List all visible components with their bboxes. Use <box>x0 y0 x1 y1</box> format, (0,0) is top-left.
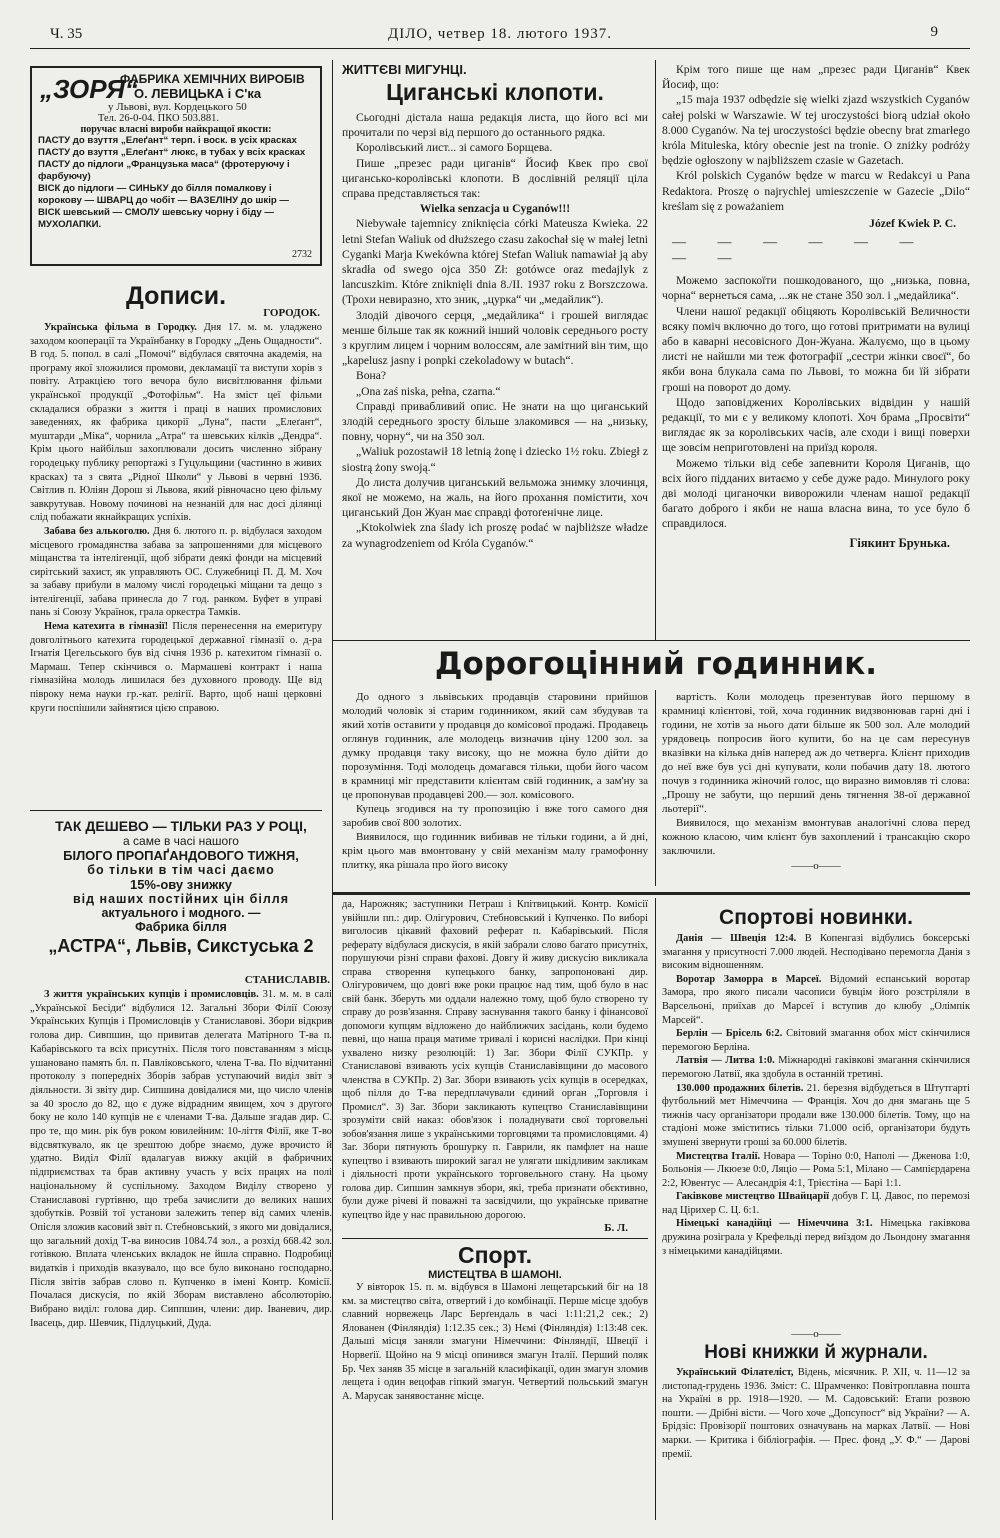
column-divider-mid-top <box>655 60 656 640</box>
rule-left-1 <box>30 810 322 811</box>
dopysy-p1-lead: Українська фільма в Городку. <box>44 322 197 333</box>
dopysy-p1: Дня 17. м. м. уладжено заходом кооперації та Українбанку в Городку „День Ощадности“. В год. 5. попол. в салі „Помочі“ відбулася святочна академія, на програму якої зложилися промови, декламації та виступи хорів з повіту. Атракцією того вечора було висвітлювання фільми української продукції „Фотофільм“. На зміст цеї фільми складалися образки з життя і праці в наших промислових заведеннях, як фабрика цикорії „Луна“, пасти „Елеґант“, муштарди „Міка“, чорнила „Атра“ та шевських кілків „Дендра“. Крім цього найбільш захоплювали досить численно зібрану городецьку публику репортажі з Гуцульщини (частинно в живих красках) та з свята „Рідної Школи“ у Львові в червні 1936. Світлив п. Юліян Дорош зі Львова, який рівночасно цею фільму завкрутував. Новому починові на незнаній для нас досі ділянці слід побажати якнайкращих успіхів. <box>30 322 322 524</box>
sport-news-text: Новара — Торіно 0:0, Наполі — Дженова 1:0, Больонія — Лкюезе 0:0, Ляціо — Рома 5:1, Мілано — Сампієрдарена 2:2, Ювентус — Алесандрія 4:1, Трієстіна — Барі 1:1. <box>662 1150 970 1189</box>
books-text: Відень, місячник. Р. XII, ч. 11—12 за листопад-грудень 1936. Зміст: С. Шрамченко: Повітроплавна пошта на Україні в рр. 1918—1920. — М. Садовський: Етапи розвою пошти. — Дрібні вісти. — Чого хоче „Допсупост“ від України? — А. Брідзіс: Провізорії поштових означувань на марках Латвії. — Нові марки. — Критика і бібліографія. — Прес. фонд „У. Ф.“ — Дарові премії. <box>662 1367 970 1460</box>
ad-zorya-brand: „ЗОРЯ“ <box>40 74 138 104</box>
sport-news-lead: Воротар Заморра в Марсеї. <box>676 973 822 985</box>
sport-news-text: 21. березня відбудеться в Штутгарті футбольний мет Німеччина — Франція. Хоч до дня змагань ще 5 тижнів часу організатори продали вже 130.000 білетів. Тому, що на стадіоні може зміститись тільки 71.000 осіб, організатори будуть змушені звернути гроші за 60.000 білетів. <box>662 1082 970 1148</box>
stanyslaviv-section <box>30 974 332 1519</box>
gypsy-p18: Члени нашої редакції обіцяють Королівській Величности всяку поміч включно до того, що готові притримати на вулиці або в каварні несовісного Дон-Жуана. Жалуємо, що в цьому листі не найшли ми теж фотографії „сестри жінки своєї“, бо якби вона блукала сама по Львові, то можна би їй зібрати гроші на поворот до дому. <box>662 304 970 394</box>
gypsy-p17: Можемо заспокоїти пошкодованого, що „низька, повна, чорна“ вернеться сама, ...як не стане 350 зол. і „медайлика“. <box>662 274 970 303</box>
gypsy-p8: „Ona zaś niska, pełna, czarna.“ <box>356 384 501 398</box>
sport-subtitle: МИСТЕЦТВА В ШАМОНІ. <box>428 1269 562 1281</box>
dopysy-title: Дописи. <box>125 282 227 310</box>
gypsy-p10: „Waliuk pozostawił 18 letnią żonę i dziecko 1½ roku. Zbiegł z siostrą żony swoją.“ <box>342 445 648 474</box>
dopysy-p2-lead: Забава без алькоголю. <box>44 525 150 537</box>
watch-col1 <box>342 690 648 886</box>
gypsy-p7: Вона? <box>356 369 387 383</box>
rule-gypsy-bottom <box>332 640 970 641</box>
astra-l3: БІЛОГО ПРОПАҐАНДОВОГО ТИЖНЯ, <box>63 848 299 863</box>
gypsy-p19: Щодо заповіджених Королівських відвідин у нашій редакції, то ми є у великому клопоті. Хоч брама „Просвіти“ виглядає як за королівських часів, але сходи і вищі поверхи ще зовсім неприготовлені на приїзд короля. <box>662 395 970 455</box>
gypsy-dash-separator: — — — — — — — — <box>672 235 928 267</box>
sport-news-text: Світовий змагання обох міст скінчилися перемогою Берліна. <box>662 1028 970 1053</box>
masthead-line: ДІЛО, четвер 18. лютого 1937. <box>387 26 613 42</box>
astra-l1: ТАК ДЕШЕВО — ТІЛЬКИ РАЗ У РОЦІ, <box>55 818 307 834</box>
ad-zorya-address: у Львові, вул. Кордецького 50 <box>108 101 247 113</box>
gypsy-p12: „Ktokolwiek zna ślady ich proszę podać w najbliższe władze za wynagrodzeniem od Króla Cyganów.“ <box>342 521 648 550</box>
sport-news-lead: Латвія — Литва 1:0. <box>676 1055 775 1067</box>
watch-c5: Виявилося, що механізм вмонтував аналогічні слова перед кожною класою, чим клієнт був захоплений і трансакцію скоро заключили. <box>662 817 970 857</box>
gypsy-p14: „15 maja 1937 odbędzie się wielki zjazd wszystkich Cyganów całej polski w Warszawie. W tej uroczystości biorą udział około 8.000 Cyganów. Na tej uroczystości będzie obecny brat zmarłego króla Mituleska, który obecnie jest na tronie. O zniżky podróży będzie ogłoszony w najbliższem czasie w Gazetach. <box>662 93 970 168</box>
merchants-text: да, Нарожняк; заступники Петраш і Кпітвицький. Контр. Комісії увійшли пп.: дир. Олігурович, Стебновський і Купченко. По виборі виголосив цікавий фаховий реферат п. Кабарівський. Після реферату відбулася дискусія, в якій забрали слово багато присутніх, порушуючи різні справи фахові. Довгу й живу дискусію викликала справа створення купецького банку, запропоновані дир. Олігуровичем, що довгі вже роки працює над тим, щоб було в нас свій банк. Зберуть ми оддали належно тому, щоб було створено ту справу до розв'язання. Справу заснування такого банку і фінансової допомоги купцям відложено до найближчих засідань, коли будемо певні, що наша праця матиме тривалі і корисні наслідки. При кінці ухвалено низку резолюцій: 1) Заг. Збори Філії СУКПр. у Станиславові взивають усіх купців Станиславівщини до масового членства в СУКПр. 2) Заг. Збори взивають усіх купців в осередках, щоб пілля до Т-ва передплачували єдиний орган „Торговля і Промисл“. 3) Заг. Збори закликають купецтво Станиславівщини зрозуміти свій наказ: обов'язок і поладнувати свої торговельні зобов'язання лише з українськими торговцями та промисловцями. 4) Заг. Збори пятнують брошурку п. Гаврили, як памфлет на наше купецтво і взивають широкий загал не улягати шкідливим закликам і діяльності проти українського торговельного стану. На цьому голова дир. Сипшин замкнув збори, які, треба признати обєктивно, були дуже річеві й поважні та засвідчили, що українське приватне купецтво йде у нас правильною дорогою. <box>342 899 648 1221</box>
page-header <box>30 22 970 48</box>
merchants-signature: Б. Л. <box>604 1222 628 1234</box>
ad-zorya-tel: Тел. 26-0-04. ПКО 503.881. <box>98 113 219 124</box>
gypsy-p15: Król polskich Cyganów będze w marcu w Redakcyi u Pana Redaktora. Proszę o najrychlej umieszczenie w Gazecie „Dilo“ kreślam się z poważaniem <box>662 169 970 213</box>
ad-zorya-item: ПАСТУ до взуття „Елеґант“ люкс, в тубах у всіх красках <box>38 147 306 158</box>
sport-news-lead: Данія — Швеція 12:4. <box>676 933 797 944</box>
sport-news-text: В Копенгазі відбулись боксерські змагання у присутності 7.000 людей. Несподівано перемогла Данія з високим відношенням. <box>662 933 970 972</box>
watch-c3: Виявилося, що годинник вибивав не тільки години, а й дні, крім цього мав вмонтовану у свій механізм малу грамофонну плитку, яка рішала про його високу <box>342 831 648 871</box>
gypsy-p16: Józef Kwiek P. C. <box>869 217 956 231</box>
ad-zorya-intro: поручає власні вироби найкращої якости: <box>80 124 272 135</box>
gypsy-article-col2 <box>662 62 970 640</box>
ad-zorya-line2: О. ЛЕВИЦЬКА і С'ка <box>134 86 262 101</box>
rule-watch-bottom <box>332 892 970 895</box>
gypsy-p13: Крім того пише ще нам „презес ради Циганів“ Квек Йосиф, що: <box>662 63 970 92</box>
gypsy-title: Циганські клопоти. <box>386 79 604 105</box>
astra-l9: „АСТРА“, Львів, Сикстуська 2 <box>48 936 314 956</box>
gypsy-p9: Справді привабливий опис. Не знати на що циганський злодій середнього зросту більше злакомився — на „низьку, повну, чорну“, чи на 350 зол. <box>342 399 648 444</box>
watch-title: Дорогоцінний годинник. <box>434 646 878 682</box>
sport-text: У вівторок 15. п. м. відбувся в Шамоні лещетарський біг на 18 км. за мистецтво світа, отвертий і до комбінації. Перше місце здобув славний норвежець Ларс Берґендаль в часі 1:11:21,2 сек.; 2) Ялованен (Фінляндія) 1:12.35 сек.; 3) Нємі (Фінляндія) 1:13:48 сек. Дальші місця заняли змагуни Німеччини: Фінляндії, Швеції і Норвеґії. Щойно на 9 місці опинився змагун Італії. Перший поляк Бр. Чех заняв 35 місце в загальній класифікації, один змагун зломив лещета і один вецофав гіпкий змагун. Четвертий польський змагун А. Марусак занявостаннє місце. <box>342 1282 648 1402</box>
sport-news-text: Міжнародні гаківкові змагання скінчилися перемогою Латвії, яка здобула в останній третині. <box>662 1055 970 1080</box>
sport-news-title: Спортові новинки. <box>719 906 913 929</box>
stanyslaviv-lead: З життя українських купців і промисловців. <box>44 989 259 1000</box>
sport-news-lead: Мистецтва Італії. <box>676 1150 761 1162</box>
astra-l4: бо тільки в тім часі даємо <box>87 863 275 877</box>
sport-news-text: добув Г. Ц. Давос, по перемозі над Цірихер С. Ц. 6:1. <box>662 1191 970 1216</box>
page-number: 9 <box>930 24 938 40</box>
dopysy-section <box>30 282 322 794</box>
gypsy-signature: Гіякинт Брунька. <box>849 535 950 550</box>
gypsy-p4: Wielka senzacja u Cyganów!!! <box>419 202 571 216</box>
books-lead: Український Філателіст, <box>676 1367 794 1378</box>
ad-zorya <box>30 66 322 266</box>
ad-zorya-item: ПАСТУ до підлоги „Французька маса“ (фротеруючу і фарбуючу) <box>38 159 290 182</box>
ad-zorya-line1: ФАБРИКА ХЕМІЧНИХ ВИРОБІВ <box>120 72 305 86</box>
gypsy-p6: Злодій дівочого серця, „медайлика“ і грошей виглядає менше більше так як кожний інший чоловік середнього росту з круглим лицем і чорним волоссям, але замітний він тим, що „kapelusz jasny i ponpki czekoladowy w butach“. <box>342 308 648 368</box>
header-rule <box>30 48 970 49</box>
dopysy-p3: Після перенесення на емеритуру довголітнього катехита городецької державної гімназії о. д-ра Ігнатія Цегельського був від січня 1936 р. катехитом гімназії о. Мармаш. Тепер скінчився о. Мармашеві контракт і наша гімназійна молодь лишилася без духовного проводу. Ще від півроку нема науки гр.-кат. релігії. Варто, щоб наші церковні круги поспішили зайнятися цією справою. <box>30 621 322 714</box>
stanyslaviv-place: СТАНИСЛАВІВ. <box>244 974 330 986</box>
astra-l6: від наших постійних цін білля <box>72 892 290 906</box>
column-divider-left <box>332 60 333 1520</box>
watch-col2 <box>662 690 970 886</box>
sport-news-lead: Німецькі канадійці — Німеччина 3:1. <box>676 1218 873 1230</box>
sport-news-lead: Гаківкове мистецтво Швайцарії <box>676 1191 829 1203</box>
gypsy-p1: Сьогодні дістала наша редакція листа, що його всі ми прочитали по черзі від першого до останнього рядка. <box>342 111 648 140</box>
sport-news-text: Німецька гаківкова дружина розіграла у Крефельді перед виїздом до Льондону змагання з німецькими канадійцями. <box>662 1218 970 1257</box>
watch-end-mark: ——o—— <box>791 860 841 872</box>
stanyslaviv-text: 31. м. м. в салі „Української Бесіди“ відбулися 12. Загальні Збори Філії Союзу Українських Купців і Промисловців у Станиславові. Збори відкрив голова дир. Сивпшин, що привитав делегата Матірного Т-ва п. Кабарівського та всіх присутніх. Після того повставанням з місць ушановано память бл. п. Павліковського, члена Т-ва. По відчитанні протоколу з попередніх Зборів забрав уступаючий виділ звіт з діяльности. Зі звіту дир. Сипшина довідалися ми, що число членів за 40 зросло до 82, що є дуже відрадним явищем, хоч з другого боку не коло 140 купців не є членами Т-ва. Дальше згадав дир. С. про те, що мин. рік був роком ювилейним: 10-ліття Філії, яке Т-во відсвяткувало, як це зрештою добре знаємо, дуже врочисто й удатно. Виділ Філії вдалагуав вижку акцій в фабричних підприємствах та брав активну участь у всіх працях на полі національному й суспільному. Заходом Виділу створено у Станиславові гуртівню, що треба зачислити до великих наших здобутків. Розвій тої установи залежить тепер від самих членів. Опісля зложив касовий звіт п. Стебновський, з якого ми довідалися, що загальний дохід Т-ва виносив 1084.74 зол., а розхід 668.42 зол. готівкою. Вплата членських вкладок не йшла справно. Подробиці видатків і приходів вказувало, що все було виконано господарно. Після звітів забрав слово п. Купченко в імені Контр. Комісії. Почалася дискусія, по якій Зборам виставлено абсолюторію. Вибрано виділ: голова дир. Сиппшин, члени: дир. Іваневич, дир. Івасець, дир. Шевчик, Підлуцький, Дуда. <box>30 989 332 1329</box>
issue-number: Ч. 35 <box>50 26 83 42</box>
astra-l8: Фабрика білля <box>135 920 227 934</box>
ad-zorya-code: 2732 <box>292 249 312 260</box>
dopysy-place: ГОРОДОК. <box>263 307 320 319</box>
books-title: Нові книжки й журнали. <box>704 1342 928 1363</box>
sport-news-text: Відомий еспанський воротар Замора, про якого писали часописи бувцім його розстріляли в Варсельоні, приїхав до Марсеї і вступив до клюбу „Олімпік Марсей“. <box>662 973 970 1026</box>
gypsy-article-col1 <box>342 62 648 640</box>
ad-zorya-item: ПАСТУ до взуття „Елеґант“ терп. і воск. в усіх красках <box>38 135 297 146</box>
sport-news-lead: 130.000 продажних білетів. <box>676 1082 804 1094</box>
astra-l5: 15%-ову знижку <box>129 877 233 892</box>
watch-c1: До одного з львівських продавців старовини прийшов молодий чоловік зі старим годинником, який сам збудував та який хотів оставити у продавця до комісової продажі. Продавець оглянув годинник, але молодець визначив ціну 1200 зол. за думку продавця таку високу, що не можна було дійти до порозуміння. Тоді молодець домагався тільки, щоби його часом в крамниці міг представити клієнтам свій годинник, а зам'ну за це пропонував продавцеві 200.— зол. комісового. <box>342 691 648 801</box>
watch-c2: Купець згодився на ту пропозицію і вже того самого дня заробив свої 800 золотих. <box>342 803 648 829</box>
rule-merchants-bottom <box>342 1238 648 1239</box>
gypsy-rubric: ЖИТТЄВІ МИГУНЦІ. <box>342 62 467 77</box>
column-divider-watch <box>655 690 656 886</box>
books-section <box>662 1342 970 1520</box>
sport-news-lead: Берлін — Брісель 6:2. <box>676 1028 783 1040</box>
ad-zorya-item: ВІСК до підлоги — СИНЬКУ до білля помалкову і корокову — ШВАРЦ до чобіт — ВАЗЕЛІНУ до шкір — ВІСК шевський — СМОЛУ шевську чорну і біду — МУХОЛАПКИ. <box>38 183 290 230</box>
dopysy-p2: Дня 6. лютого п. р. відбулася заходом місцевого громадянства забава за запрошеннями для місцевого міщанства та інтелігенції, щоб зібрати деякі фонди на місцевий сирітський захист, як управляють ОС. Служебниці П. Д. М. Хоч за забаву прибули в малому числі городецькі міщани та дещо з інтелігенції, забава принесла до 7 год. ранком. Буфет в управі пань зі Союзу Українок, грала оркестра Тамків. <box>30 525 322 619</box>
astra-l7: актуального і модного. — <box>101 906 261 920</box>
astra-l2: а саме в часі нашого <box>123 834 239 848</box>
watch-c4: вартість. Коли молодець презентував його першому в крамниці клієнтові, той, хоча годинник видзвонював гарні дні і години, не хотів за нього дати більше як 500 зол. Але молодий урядовець попросив його купити, бо на це сам пересунув вказівки на кілька днів наперед аж до четверга. Клієнт приходив до неї вже був усі дні купувати, коли побачив дату 18. лютого почув з годинника жіночий голос, що виразно вимовляв ті слова: „Прошу не забути, що перший день тягнення 38-ої державної льотерії“. <box>662 691 970 815</box>
gypsy-p2: Королівський лист... зі самого Борщева. <box>356 141 553 155</box>
merchants-continuation <box>342 898 648 1242</box>
sport-section <box>342 1242 648 1520</box>
sport-title: Спорт. <box>458 1242 532 1268</box>
sport-news-section <box>662 906 970 1328</box>
gypsy-p11: До листа долучив циганський вельможа знимку злочинця, якої не можемо, на жаль, на його прохання помістити, хоч циганський Дон Жуан має справді фотоґенічне лице. <box>342 475 648 520</box>
column-divider-lower <box>655 898 656 1520</box>
ad-astra <box>30 818 332 970</box>
dopysy-p3-lead: Нема катехита в гімназії! <box>44 621 169 633</box>
gypsy-p3: Пише „презес ради циганів“ Йосиф Квек про свої цигансько-королівські клопоти. В дослівній реляції ціла справа представляється так: <box>342 156 648 201</box>
gypsy-p20: Можемо тільки від себе запевнити Короля Циганів, що всіх його підданих витаємо у себе дуже радо. Минулого року дві молоді циганочки виворожили членам нашої редакції багато доброго і якби не наша власна вина, то усе було б справдилося. <box>662 456 970 531</box>
sport-news-end-mark: ——o—— <box>791 1328 841 1340</box>
gypsy-p5: Niebywałe tajemnicy zniknięcia córki Mateusza Kwieka. 22 letni Stefan Waliuk od dłuższego czasu zakochał się w małej letni Cyganki Marja Kwekówna której Stefan Waliuk namawiał ją aby skradła od swego ojca 350 Zł: gotówce oraz medajlyk z lancuszkim. Które zniknięli dnia 8./II. 1937 roku z Borszczowa. (Трохи невиразно, хто зник, „цурка“ чи „медайлик“). <box>342 217 648 307</box>
